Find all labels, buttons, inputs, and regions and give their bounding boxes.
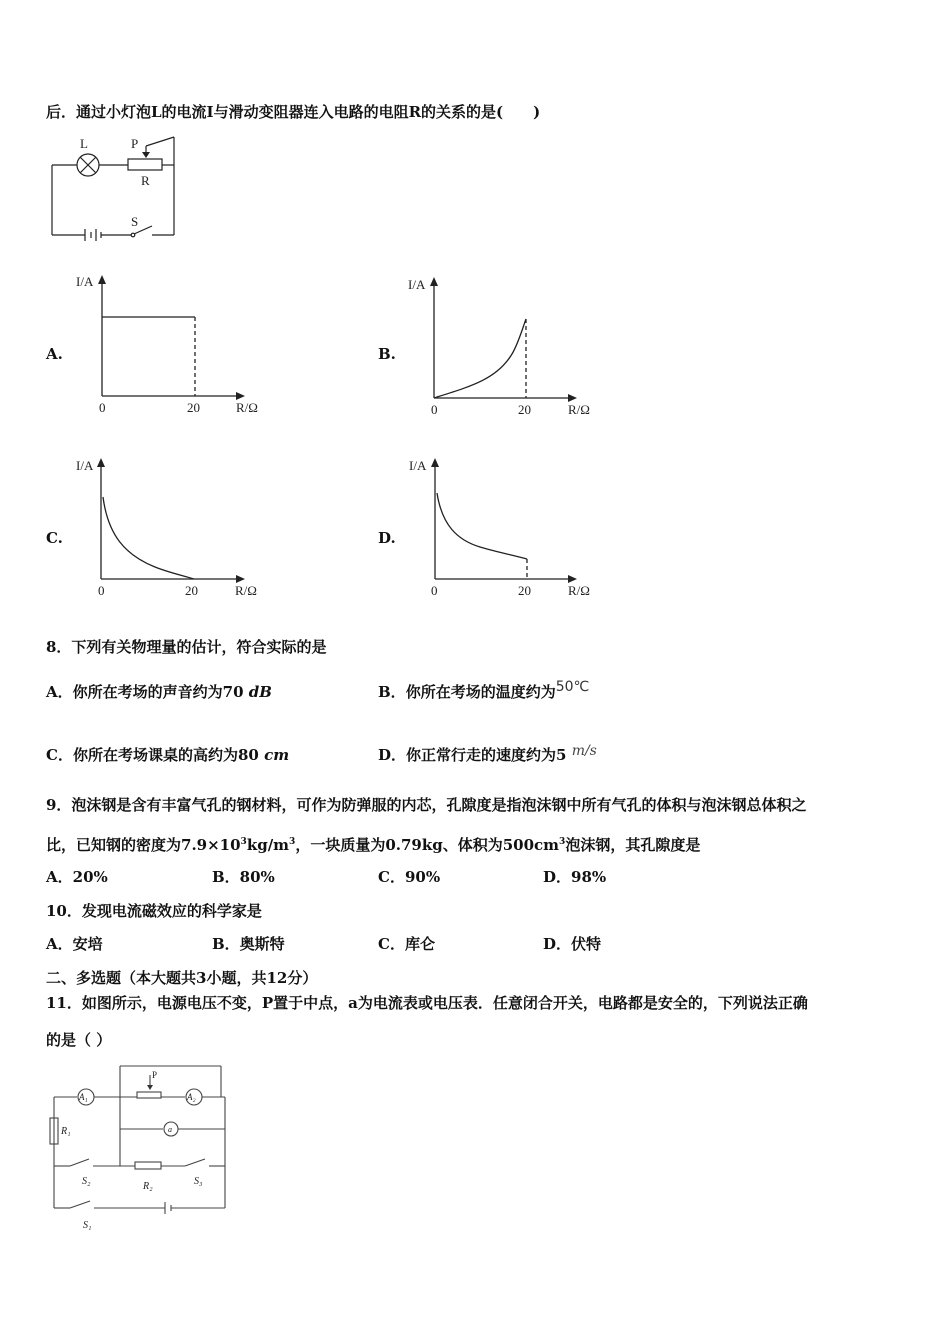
q8-option-d bbox=[378, 743, 597, 765]
q9-text-a: 比，已知钢的密度为7.9×10 bbox=[46, 836, 241, 854]
q9-sup-3: 3 bbox=[559, 837, 566, 847]
q8-option-a bbox=[46, 683, 272, 701]
x-axis-label: R/Ω bbox=[236, 400, 258, 415]
q9-stem-line2 bbox=[46, 833, 700, 854]
x-axis-label: R/Ω bbox=[235, 583, 257, 598]
q9-text-d: 泡沫钢，其孔隙度是 bbox=[565, 836, 701, 854]
q11-stem-line2: 的是（ ） bbox=[46, 1031, 112, 1049]
x-axis-label: R/Ω bbox=[568, 402, 590, 417]
q9-text-c: ，一块质量为0.79kg、体积为500cm bbox=[295, 836, 560, 854]
q7-graph-a bbox=[70, 272, 270, 422]
meter-a-label: a bbox=[168, 1125, 172, 1134]
q8-option-b-unit: 50℃ bbox=[555, 679, 590, 695]
a1-label: A₁ bbox=[79, 1092, 88, 1102]
q8-option-d-unit: m/s bbox=[571, 743, 597, 759]
a2-label: A₂ bbox=[187, 1092, 196, 1102]
q8-option-b-text: 你所在考场的温度约为 bbox=[405, 683, 556, 701]
r2-label: R₂ bbox=[143, 1181, 153, 1192]
q10-option-d: D．伏特 bbox=[543, 935, 602, 953]
s1-label: S₁ bbox=[83, 1220, 92, 1231]
q8-option-d-letter: D． bbox=[378, 746, 407, 764]
q9-option-c: C．90% bbox=[378, 868, 441, 886]
q11-stem-line1: 11．如图所示，电源电压不变，P置于中点，a为电流表或电压表．任意闭合开关，电路都是安全的，下列说法正确 bbox=[46, 994, 808, 1012]
q10-option-a: A．安培 bbox=[46, 935, 103, 953]
q7-option-c-letter: C. bbox=[46, 529, 63, 547]
q7-graph-c bbox=[70, 455, 270, 605]
origin-label: 0 bbox=[431, 583, 438, 598]
q7-graph-b bbox=[402, 274, 602, 424]
q8-option-a-letter: A． bbox=[46, 683, 73, 701]
q9-text-b: kg/m bbox=[246, 836, 290, 854]
p-label: P bbox=[152, 1070, 158, 1080]
q7-option-a-letter: A. bbox=[46, 345, 63, 363]
q8-option-b bbox=[378, 679, 590, 702]
section-2-title: 二、多选题（本大题共3小题，共12分） bbox=[46, 969, 318, 987]
resistor-label: R bbox=[141, 173, 150, 188]
q7-stem: 后．通过小灯泡L的电流I与滑动变阻器连入电路的电阻R的关系的是( ) bbox=[46, 103, 541, 121]
y-axis-label: I/A bbox=[409, 458, 427, 473]
q8-option-a-text: 你所在考场的声音约为70 bbox=[72, 683, 249, 701]
slider-label: P bbox=[131, 136, 139, 151]
s3-label: S₃ bbox=[194, 1176, 203, 1187]
q7-circuit-diagram bbox=[45, 134, 185, 249]
q7-graph-d bbox=[402, 455, 602, 605]
lamp-label: L bbox=[80, 136, 88, 151]
q8-stem: 8．下列有关物理量的估计，符合实际的是 bbox=[46, 638, 327, 656]
q9-option-d: D．98% bbox=[543, 868, 607, 886]
q8-option-c-letter: C． bbox=[46, 746, 73, 764]
origin-label: 0 bbox=[99, 400, 106, 415]
q7-option-d-letter: D. bbox=[378, 529, 396, 547]
q9-sup-1: 3 bbox=[240, 837, 247, 847]
s2-label: S₂ bbox=[82, 1176, 91, 1187]
x-tick-label: 20 bbox=[518, 583, 531, 598]
x-tick-label: 20 bbox=[185, 583, 198, 598]
q9-sup-2: 3 bbox=[289, 837, 296, 847]
q8-option-c bbox=[46, 746, 289, 764]
y-axis-label: I/A bbox=[408, 277, 426, 292]
x-tick-label: 20 bbox=[518, 402, 531, 417]
q8-option-d-text: 你正常行走的速度约为5 bbox=[406, 746, 572, 764]
q10-option-c: C．库仑 bbox=[378, 935, 435, 953]
r1-label: R₁ bbox=[61, 1126, 71, 1137]
q8-option-a-unit: dB bbox=[248, 683, 272, 701]
q11-circuit-diagram bbox=[45, 1063, 235, 1238]
q8-option-c-text: 你所在考场课桌的高约为80 bbox=[72, 746, 265, 764]
q9-option-b: B．80% bbox=[212, 868, 275, 886]
q10-stem: 10．发现电流磁效应的科学家是 bbox=[46, 902, 262, 920]
x-tick-label: 20 bbox=[187, 400, 200, 415]
origin-label: 0 bbox=[98, 583, 105, 598]
y-axis-label: I/A bbox=[76, 274, 94, 289]
q9-stem-line1: 9．泡沫钢是含有丰富气孔的钢材料，可作为防弹服的内芯，孔隙度是指泡沫钢中所有气孔的体积与泡沫钢总体积之 bbox=[46, 796, 807, 814]
origin-label: 0 bbox=[431, 402, 438, 417]
q8-option-b-letter: B． bbox=[378, 683, 406, 701]
q7-option-b-letter: B. bbox=[378, 345, 396, 363]
q10-option-b: B．奥斯特 bbox=[212, 935, 285, 953]
y-axis-label: I/A bbox=[76, 458, 94, 473]
switch-label: S bbox=[131, 214, 139, 229]
q8-option-c-unit: cm bbox=[264, 746, 290, 764]
q9-option-a: A．20% bbox=[46, 868, 108, 886]
x-axis-label: R/Ω bbox=[568, 583, 590, 598]
